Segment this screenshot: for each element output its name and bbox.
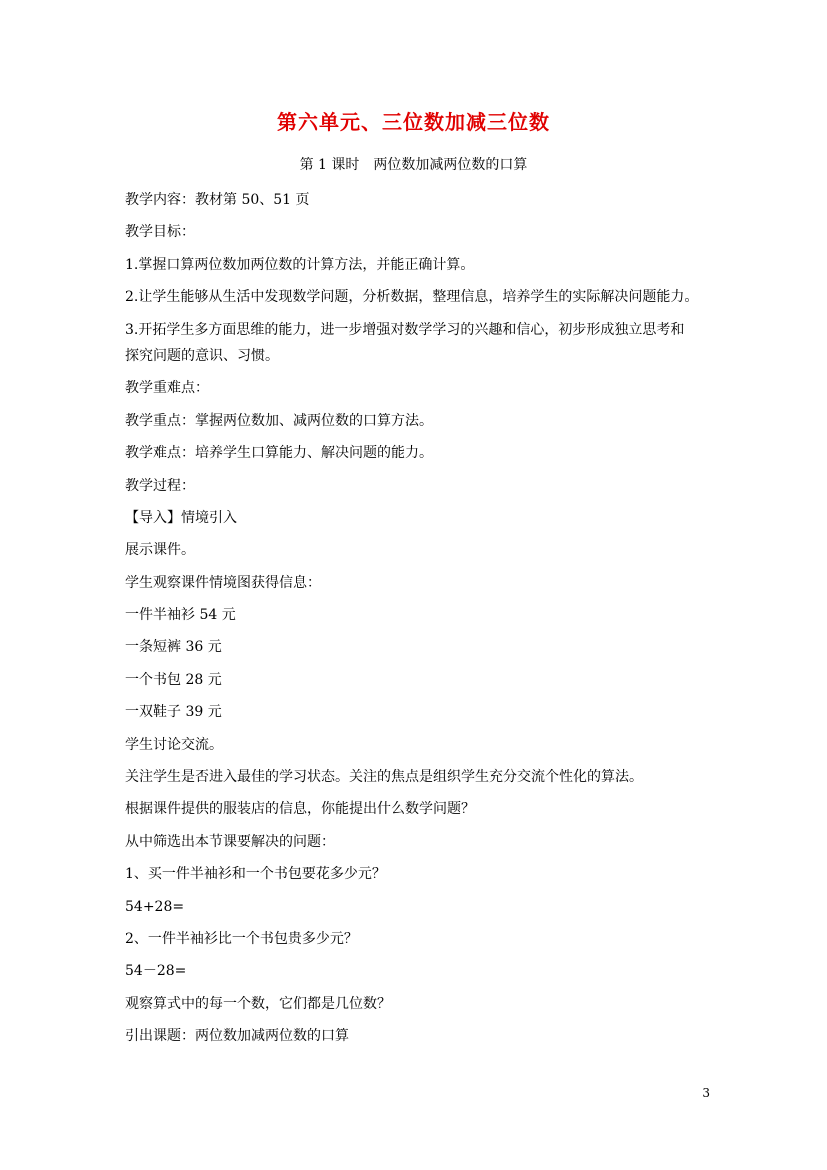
item-shoes: 一双鞋子 39 元 — [125, 704, 222, 721]
teaching-content: 教学内容：教材第 50、51 页 — [125, 192, 310, 208]
goal-2: 2.让学生能够从生活中发现数学问题，分析数据，整理信息，培养学生的实际解决问题能力。 — [125, 289, 699, 306]
lesson-subtitle: 第 1 课时 两位数加减两位数的口算 — [299, 157, 528, 173]
item-shirt: 一件半袖衫 54 元 — [125, 607, 236, 624]
problem-2: 2、一件半袖衫比一个书包贵多少元？ — [125, 930, 358, 947]
equation-2: 54－28= — [125, 963, 187, 980]
goal-1: 1.掌握口算两位数加两位数的计算方法，并能正确计算。 — [125, 256, 475, 273]
attention-note: 关注学生是否进入最佳的学习状态。关注的焦点是组织学生充分交流个性化的算法。 — [125, 769, 643, 786]
observe-info: 学生观察课件情境图获得信息： — [125, 574, 321, 591]
introduction-heading: 【导入】情境引入 — [125, 509, 237, 526]
problem-1: 1、买一件半袖衫和一个书包要花多少元？ — [125, 866, 386, 883]
teaching-goals-heading: 教学目标： — [125, 224, 195, 241]
goal-3-continued: 探究问题的意识、习惯。 — [125, 347, 279, 364]
item-schoolbag: 一个书包 28 元 — [125, 671, 222, 688]
introduce-topic: 引出课题：两位数加减两位数的口算 — [125, 1028, 349, 1045]
question-prompt: 根据课件提供的服装店的信息，你能提出什么数学问题？ — [125, 801, 475, 818]
teaching-process-heading: 教学过程： — [125, 477, 195, 494]
goal-3: 3.开拓学生多方面思维的能力，进一步增强对数学学习的兴趣和信心，初步形成独立思考和 — [125, 321, 685, 338]
key-difficult-points-heading: 教学重难点： — [125, 380, 209, 397]
item-shorts: 一条短裤 36 元 — [125, 639, 222, 656]
key-point: 教学重点：掌握两位数加、减两位数的口算方法。 — [125, 412, 433, 429]
difficult-point: 教学难点：培养学生口算能力、解决问题的能力。 — [125, 445, 433, 462]
equation-1: 54+28= — [125, 898, 185, 915]
filter-problems: 从中筛选出本节课要解决的问题： — [125, 833, 335, 850]
document-title: 第六单元、三位数加减三位数 — [277, 110, 550, 134]
lesson-body — [125, 189, 710, 1058]
observe-question: 观察算式中的每一个数，它们都是几位数？ — [125, 995, 391, 1012]
page-number: 3 — [702, 1086, 710, 1100]
discussion: 学生讨论交流。 — [125, 736, 223, 753]
show-courseware: 展示课件。 — [125, 542, 195, 559]
